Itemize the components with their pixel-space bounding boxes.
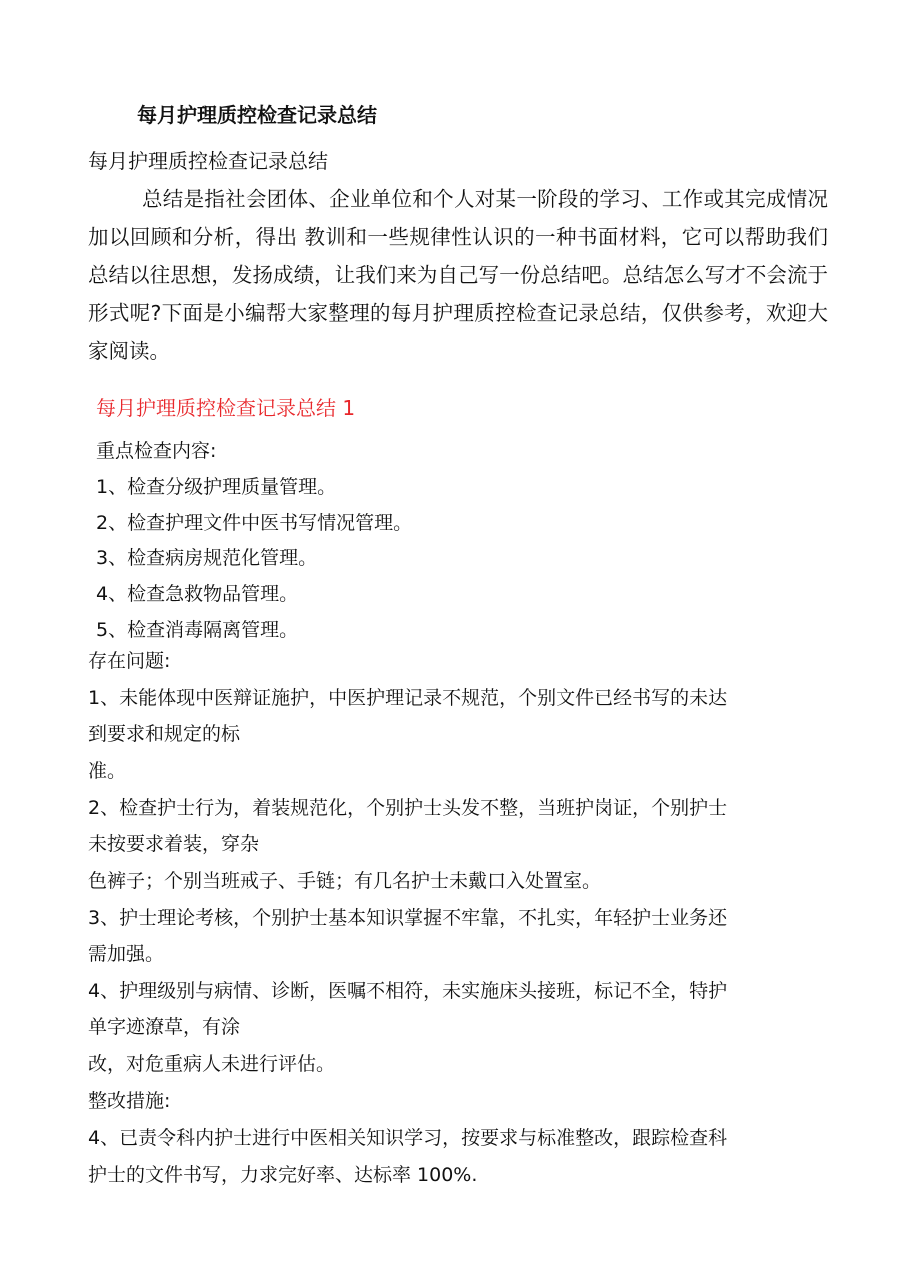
problem-line: 1、未能体现中医辩证施护，中医护理记录不规范，个别文件已经书写的未达	[88, 687, 728, 709]
focus-item: 5、检查消毒隔离管理。	[96, 619, 299, 641]
focus-item: 3、检查病房规范化管理。	[96, 547, 318, 569]
problem-line: 需加强。	[88, 943, 165, 965]
problem-line: 色裤子；个别当班戒子、手链；有几名护士未戴口入处置室。	[88, 870, 602, 892]
problem-line: 单字迹潦草，有涂	[88, 1016, 241, 1038]
problem-line: 到要求和规定的标	[88, 723, 241, 745]
document-subtitle: 每月护理质控检查记录总结	[88, 149, 328, 173]
section-heading: 每月护理质控检查记录总结 1	[96, 396, 356, 420]
problems-label: 存在问题:	[88, 650, 171, 672]
problem-line: 3、护士理论考核，个别护士基本知识掌握不牢靠，不扎实，年轻护士业务还	[88, 907, 728, 929]
problem-line: 改，对危重病人未进行评估。	[88, 1053, 336, 1075]
measure-line: 护士的文件书写，力求完好率、达标率 100%.	[88, 1164, 478, 1186]
focus-item: 4、检查急救物品管理。	[96, 583, 299, 605]
problem-line: 准。	[88, 760, 127, 782]
problem-line: 未按要求着装，穿杂	[88, 833, 260, 855]
measures-label: 整改措施:	[88, 1090, 171, 1112]
measure-line: 4、已责令科内护士进行中医相关知识学习，按要求与标准整改，跟踪检查科	[88, 1127, 728, 1149]
problem-line: 4、护理级别与病情、诊断，医嘱不相符，未实施床头接班，标记不全，特护	[88, 980, 728, 1002]
focus-item: 2、检查护理文件中医书写情况管理。	[96, 512, 413, 534]
document-title: 每月护理质控检查记录总结	[137, 103, 377, 127]
problem-line: 2、检查护士行为，着装规范化，个别护士头发不整，当班护岗证，个别护士	[88, 797, 728, 819]
focus-label: 重点检查内容:	[96, 440, 217, 462]
intro-paragraph: 总结是指社会团体、企业单位和个人对某一阶段的学习、工作或其完成情况加以回顾和分析，得出 教训和一些规律性认识的一种书面材料，它可以帮助我们总结以往思想，发扬成绩，让我们来为自己写一份总结吧。总结怎么写才不会流于形式呢?下面是小编帮大家整理的每月护理质控检查记录总结，仅供参考，欢迎大家阅读。	[88, 187, 828, 363]
focus-item: 1、检查分级护理质量管理。	[96, 476, 337, 498]
